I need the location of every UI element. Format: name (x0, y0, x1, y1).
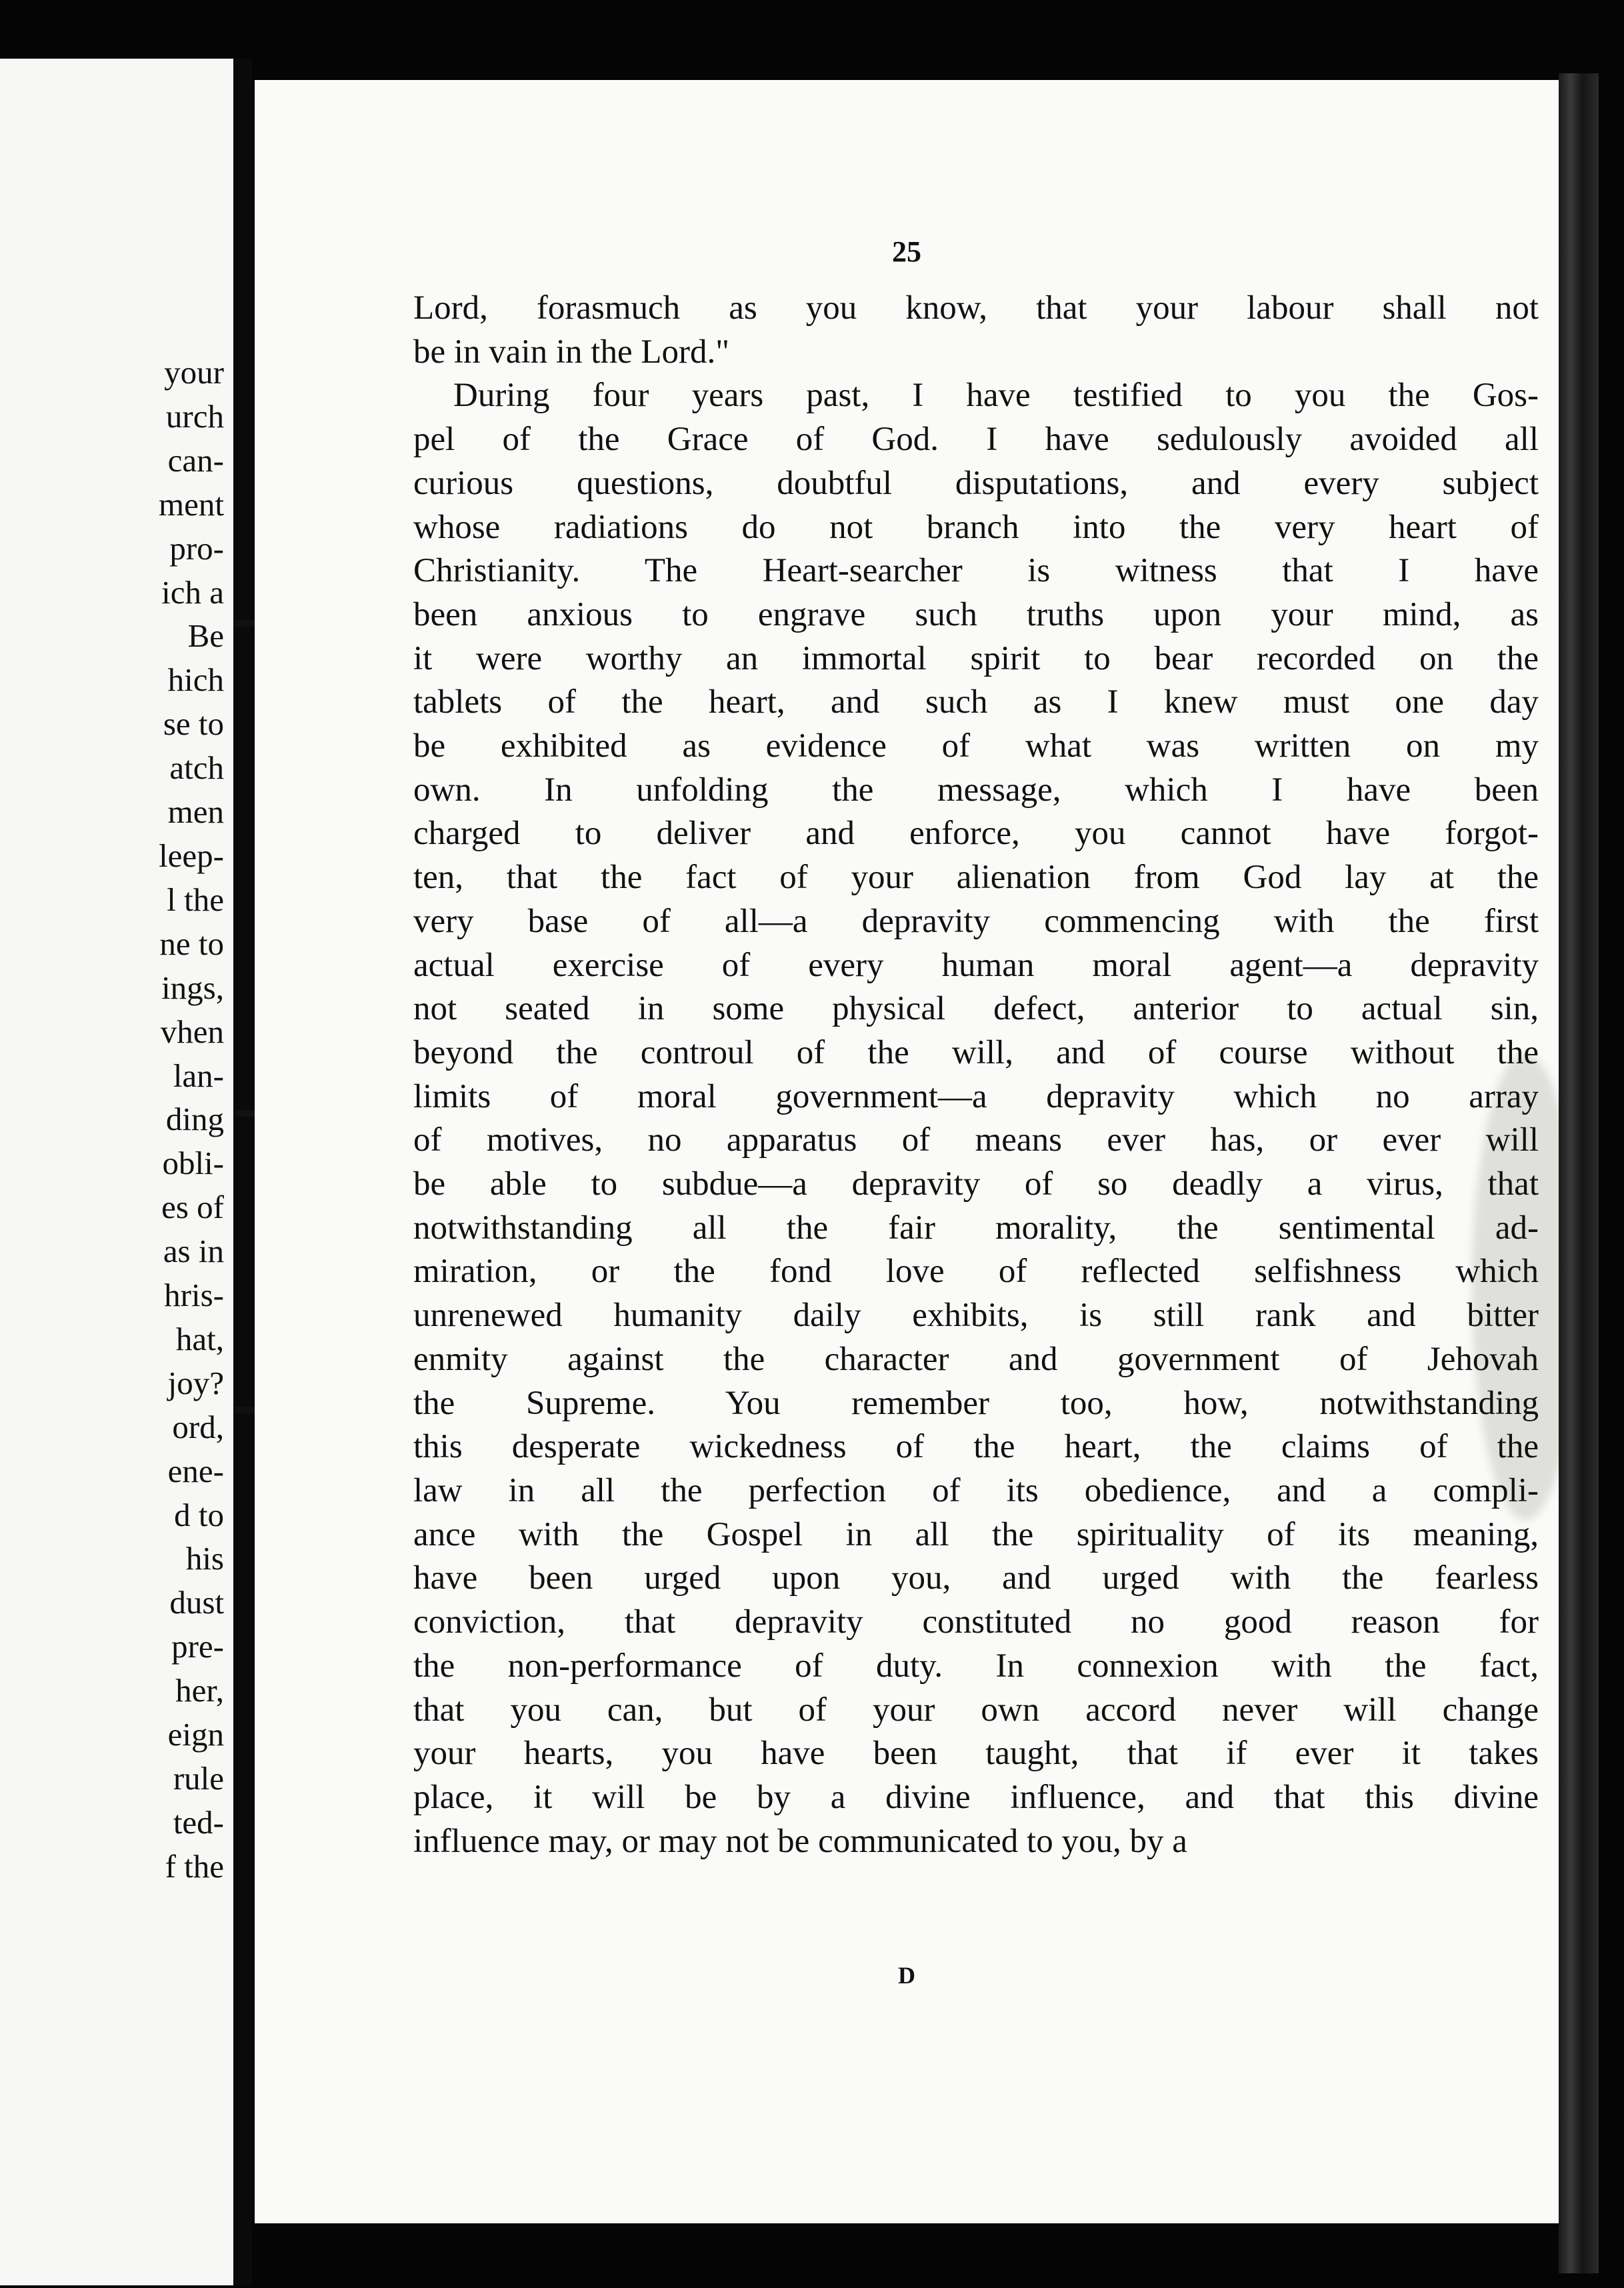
text-line: miration, or the fond love of reflected selfishness which (413, 1253, 1539, 1291)
text-line: not seated in some physical defect, anterior to actual sin, (413, 990, 1539, 1028)
text-line: charged to deliver and enforce, you cannot have forgot- (413, 815, 1539, 853)
text-line: During four years past, I have testified to you the Gos- (453, 377, 1539, 415)
facing-page-line: atch (169, 749, 224, 787)
facing-page-line: d to (174, 1496, 224, 1533)
text-line: the non-performance of duty. In connexion with the fact, (413, 1647, 1539, 1685)
gutter-tab-mark (235, 620, 257, 627)
facing-page-line: ment (159, 485, 224, 523)
text-line: unrenewed humanity daily exhibits, is still rank and bitter (413, 1297, 1539, 1335)
text-line: the Supreme. You remember too, how, notwithstanding (413, 1384, 1539, 1422)
text-line: own. In unfolding the message, which I have been (413, 771, 1539, 809)
facing-page-line: men (167, 793, 224, 831)
facing-page-line: her, (175, 1672, 224, 1709)
text-line: be in vain in the Lord." (413, 333, 730, 371)
text-line: it were worthy an immortal spirit to bear recorded on the (413, 639, 1539, 677)
text-line: be able to subdue—a depravity of so deadly a virus, that (413, 1165, 1539, 1203)
text-line: limits of moral government—a depravity which no array (413, 1077, 1539, 1115)
facing-page-line: rule (173, 1760, 224, 1797)
facing-page-line: pre- (171, 1628, 224, 1665)
facing-page-line: his (185, 1540, 224, 1577)
text-line: place, it will be by a divine influence, and that this divine (413, 1778, 1539, 1816)
text-line: that you can, but of your own accord never will change (413, 1691, 1539, 1729)
facing-page-line-ends (159, 351, 224, 1889)
facing-page-line: Be (187, 617, 224, 655)
text-line: have been urged upon you, and urged with the fearless (413, 1559, 1539, 1597)
facing-page-line: urch (165, 397, 224, 435)
facing-page-line: vhen (160, 1013, 224, 1050)
facing-page-line: l the (167, 881, 224, 918)
text-line: this desperate wickedness of the heart, the claims of the (413, 1428, 1539, 1466)
facing-page-line: hich (167, 661, 224, 699)
facing-page-line: eign (167, 1716, 224, 1753)
facing-page-line: can- (167, 441, 224, 479)
text-line: enmity against the character and government of Jehovah (413, 1340, 1539, 1378)
page-number: 25 (892, 235, 921, 268)
facing-page-line: obli- (162, 1145, 224, 1182)
text-line: Christianity. The Heart-searcher is witness that I have (413, 552, 1539, 590)
text-line: very base of all—a depravity commencing with the first (413, 902, 1539, 940)
text-line: notwithstanding all the fair morality, the sentimental ad- (413, 1209, 1539, 1247)
text-line: Lord, forasmuch as you know, that your labour shall not (413, 289, 1539, 327)
text-line: whose radiations do not branch into the very heart of (413, 508, 1539, 546)
facing-page-line: ne to (159, 925, 224, 962)
text-line: influence may, or may not be communicated to you, by a (413, 1822, 1187, 1860)
text-line: pel of the Grace of God. I have sedulously avoided all (413, 421, 1539, 459)
page-edge (1559, 73, 1599, 2273)
text-line: your hearts, you have been taught, that if ever it takes (413, 1735, 1539, 1773)
book-gutter (233, 59, 252, 2285)
text-line: ance with the Gospel in all the spirituality of its meaning, (413, 1515, 1539, 1553)
facing-page-line: leep- (159, 837, 224, 874)
facing-page-line: f the (165, 1847, 224, 1885)
facing-page-line: joy? (167, 1364, 224, 1401)
facing-page-line: ings, (161, 969, 224, 1006)
facing-page-line: ich a (161, 573, 224, 611)
facing-page-line: es of (161, 1189, 224, 1226)
gutter-tab-mark (235, 1407, 257, 1413)
signature-mark: D (898, 1962, 915, 1989)
text-line: been anxious to engrave such truths upon your mind, as (413, 595, 1539, 633)
text-line: law in all the perfection of its obedience, and a compli- (413, 1471, 1539, 1509)
body-text (413, 287, 1539, 1863)
text-line: tablets of the heart, and such as I knew must one day (413, 683, 1539, 721)
text-line: beyond the controul of the will, and of course without the (413, 1033, 1539, 1071)
book-page (255, 80, 1559, 2223)
text-line: curious questions, doubtful disputations, and every subject (413, 464, 1539, 502)
text-line: of motives, no apparatus of means ever has, or ever will (413, 1121, 1539, 1159)
facing-page-line: ene- (167, 1452, 224, 1489)
text-line: conviction, that depravity constituted no good reason for (413, 1603, 1539, 1641)
text-line: ten, that the fact of your alienation from God lay at the (413, 859, 1539, 897)
facing-page-line: ted- (173, 1803, 224, 1841)
text-line: actual exercise of every human moral agent—a depravity (413, 946, 1539, 984)
facing-page-line: your (164, 354, 224, 391)
facing-page-line: pro- (169, 529, 224, 567)
facing-page-line: se to (163, 705, 224, 743)
facing-page-line: ding (165, 1101, 224, 1138)
facing-page-line: as in (163, 1233, 224, 1270)
facing-page-line: ord, (172, 1408, 224, 1445)
facing-page-line: hat, (175, 1320, 224, 1357)
facing-page-line: hris- (164, 1277, 224, 1314)
text-line: be exhibited as evidence of what was written on my (413, 727, 1539, 765)
facing-page-line: lan- (173, 1057, 224, 1094)
facing-page-line: dust (169, 1584, 224, 1621)
gutter-tab-mark (235, 1110, 257, 1117)
facing-page-fragment (0, 59, 233, 2285)
